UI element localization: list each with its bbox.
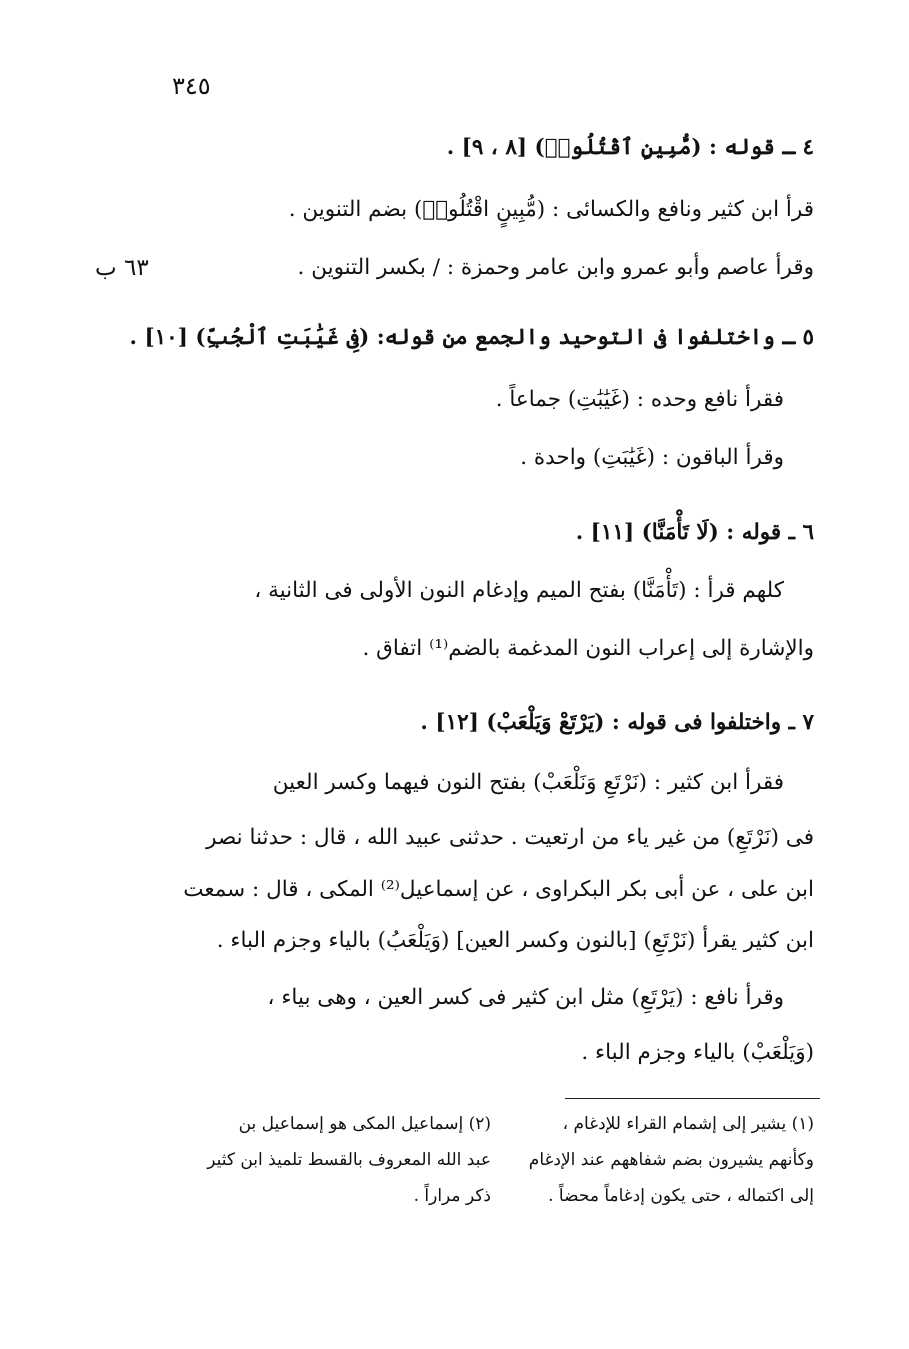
heading-item-6: ٦ ـ قوله : (لَا تَأْمَنَّا) [١١] . — [575, 520, 814, 545]
heading-item-4: ٤ ـ قوله : (مُّبِينٍ ٱقْتُلُوا۟) [٨ ، ٩] . — [446, 135, 814, 160]
text-line: وقرأ الباقون : (غَيَٰبَتِ) واحدة . — [520, 445, 784, 470]
text-line: ابن كثير يقرأ (نَرْتَعِ) [بالنون وكسر العين] (وَيَلْعَبُ) بالياء وجزم الباء . — [216, 928, 814, 953]
text-line: كلهم قرأ : (تَأْمَنَّا) بفتح الميم وإدغام النون الأولى فى الثانية ، — [254, 578, 784, 603]
text-line: والإشارة إلى إعراب النون المدغمة بالضم⁽¹⁾ اتفاق . — [362, 636, 814, 661]
text-line: فقرأ ابن كثير : (نَرْتَعِ وَنَلْعَبْ) بفتح النون فيهما وكسر العين — [272, 770, 784, 795]
text-line: (وَيَلْعَبْ) بالياء وجزم الباء . — [581, 1040, 814, 1065]
text-line: وقرأ عاصم وأبو عمرو وابن عامر وحمزة : / بكسر التنوين . — [297, 255, 814, 280]
footnote-separator — [565, 1098, 820, 1099]
margin-folio-note: ٦٣ ب — [95, 255, 149, 281]
footnote-2-line: (٢) إسماعيل المكى هو إسماعيل بن — [238, 1114, 491, 1134]
footnote-1-line: إلى اكتماله ، حتى يكون إدغاماً محضاً . — [548, 1186, 814, 1206]
text-line: فقرأ نافع وحده : (غَيَٰبَٰتِ) جماعاً . — [495, 387, 784, 412]
text-line: ابن على ، عن أبى بكر البكراوى ، عن إسماعيل⁽²⁾ المكى ، قال : سمعت — [183, 877, 814, 902]
footnote-2-line: عبد الله المعروف بالقسط تلميذ ابن كثير — [207, 1150, 491, 1170]
text-line: قرأ ابن كثير ونافع والكسائى : (مُّبِينٍ اقْتُلُوا۟) بضم التنوين . — [288, 197, 814, 222]
footnote-1-line: (١) يشير إلى إشمام القراء للإدغام ، — [562, 1114, 814, 1134]
heading-item-7: ٧ ـ واختلفوا فى قوله : (يَرْتَعْ وَيَلْعَبْ) [١٢] . — [420, 710, 814, 735]
text-line: وقرأ نافع : (يَرْتَعِ) مثل ابن كثير فى كسر العين ، وهى بياء ، — [267, 985, 784, 1010]
page-number: ٣٤٥ — [172, 72, 211, 100]
footnote-2-line: ذكر مراراً . — [413, 1186, 491, 1206]
footnote-1-line: وكأنهم يشيرون بضم شفاههم عند الإدغام — [528, 1150, 814, 1170]
heading-item-5: ٥ ـ واختلفوا فى التوحيد والجمع من قوله: (فِى غَيَٰبَتِ ٱلْجُبِّ) [١٠] . — [129, 325, 814, 350]
text-line: فى (نَرْتَعِ) من غير ياء من ارتعيت . حدثنى عبيد الله ، قال : حدثنا نصر — [206, 825, 814, 850]
